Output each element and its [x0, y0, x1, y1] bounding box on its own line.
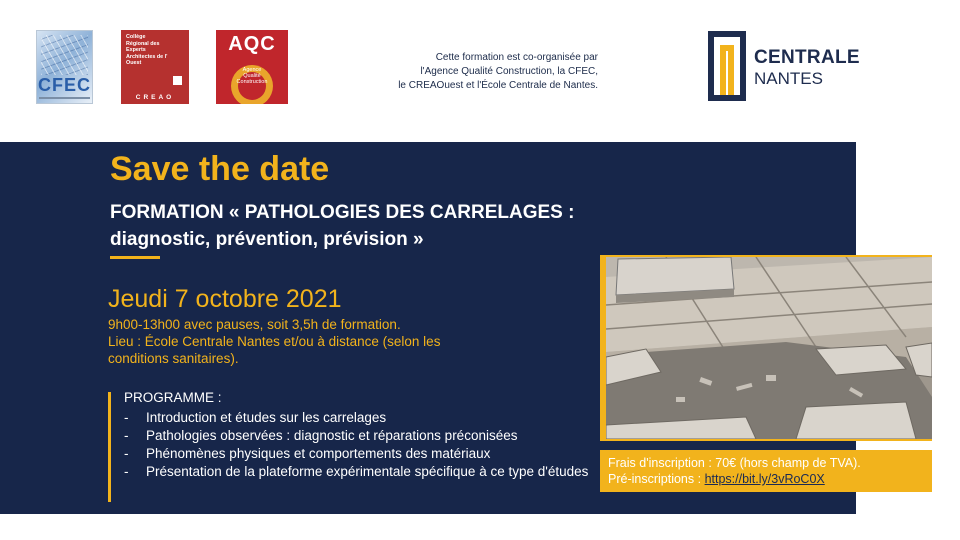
centrale-logo-line1: CENTRALE [754, 47, 860, 68]
creao-logo [121, 30, 189, 104]
registration-box [600, 450, 932, 492]
save-the-date-title: Save the date [110, 150, 330, 188]
creao-logo-word: CREAO [135, 94, 175, 101]
tile-damage-image [606, 257, 932, 439]
cfec-logo-underline [39, 97, 90, 99]
cfec-logo-text: CFEC [38, 75, 91, 95]
aqc-logo-word: AQC [228, 33, 276, 55]
list-item: - Introduction et études sur les carrelages [124, 409, 594, 427]
cfec-logo [36, 30, 93, 104]
registration-link[interactable]: https://bit.ly/3vRoC0X [704, 472, 825, 486]
formation-title-line2: diagnostic, prévention, prévision » [110, 229, 424, 250]
programme-title: PROGRAMME : [124, 390, 222, 405]
aqc-logo [216, 30, 288, 104]
pre-registration-line [608, 471, 924, 487]
co-organization-note: Cette formation est co-organisée par l'Agence Qualité Construction, la CFEC, le CREAOuest et l'École Centrale de Nantes. [398, 52, 598, 91]
event-location: Lieu : École Centrale Nantes et/ou à distance (selon les [108, 334, 441, 349]
creao-logo-square [173, 76, 182, 85]
list-item: - Pathologies observées : diagnostic et réparations préconisées [124, 427, 594, 445]
event-schedule: 9h00-13h00 avec pauses, soit 3,5h de formation. [108, 317, 401, 332]
centrale-logo-line2: NANTES [754, 69, 823, 88]
aqc-logo-small-text: Agence Qualité Construction [236, 67, 268, 85]
event-date: Jeudi 7 octobre 2021 [108, 285, 342, 313]
programme-accent-bar [108, 392, 111, 502]
centrale-bracket-icon [708, 31, 746, 101]
programme-list [124, 409, 594, 481]
formation-title-line1: FORMATION « PATHOLOGIES DES CARRELAGES : [110, 202, 575, 223]
pre-registration-label: Pré-inscriptions : [608, 472, 705, 486]
event-location-cont: conditions sanitaires). [108, 351, 239, 366]
list-item: - Présentation de la plateforme expérimentale spécifique à ce type d'études [124, 463, 594, 481]
creao-logo-lines: Collège Régional des Experts Architectes de l' Ouest [126, 34, 168, 67]
tile-damage-photo [600, 255, 932, 441]
event-details [108, 316, 488, 367]
registration-fees: Frais d'inscription : 70€ (hors champ de TVA). [608, 456, 861, 470]
title-underline [110, 256, 160, 259]
cfec-logo-graphic [41, 35, 88, 75]
list-item: - Phénomènes physiques et comportements des matériaux [124, 445, 594, 463]
centrale-nantes-logo [708, 31, 868, 101]
